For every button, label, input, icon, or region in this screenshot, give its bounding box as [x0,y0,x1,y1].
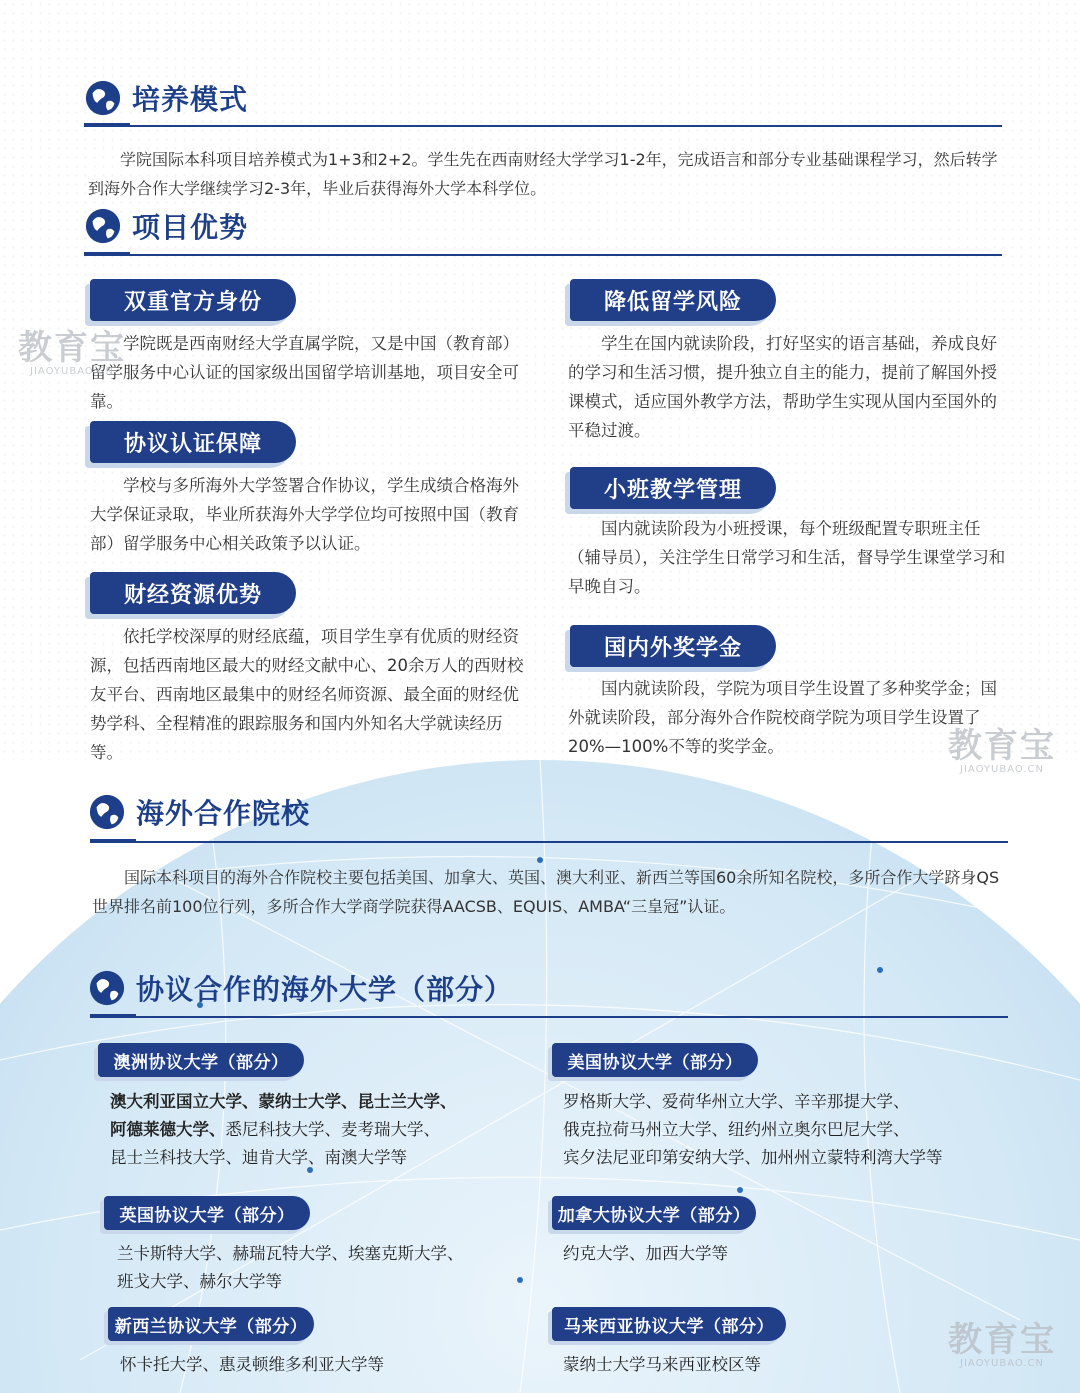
section-divider [84,254,1002,256]
label-canada: 加拿大协议大学（部分） [552,1196,756,1230]
label-finance-resources: 财经资源优势 [90,572,296,614]
small-class-paragraph: 国内就读阶段为小班授课，每个班级配置专职班主任（辅导员），关注学生日常学习和生活，督导学生课堂学习和早晚自习。 [568,519,1006,596]
section-title-agreements [88,968,513,1008]
canada-universities: 约克大学、加西大学等 [563,1244,728,1263]
australia-universities-bold: 澳大利亚国立大学、蒙纳士大学、昆士兰大学、 阿德莱德大学、 [110,1092,457,1139]
label-malaysia: 马来西亚协议大学（部分） [552,1307,786,1341]
label-usa: 美国协议大学（部分） [552,1043,758,1077]
section-title-text: 协议合作的海外大学（部分） [136,973,514,1006]
reduce-risk-paragraph: 学生在国内就读阶段，打好坚实的语言基础，养成良好的学习和生活习惯，提升独立自主的能力，提前了解国外授课模式，适应国外教学方法，帮助学生实现从国内至国外的平稳过渡。 [568,334,997,440]
section-title-partners [88,792,310,832]
label-uk: 英国协议大学（部分） [104,1196,310,1230]
watermark-right: 教育宝 JIAOYUBAO.CN [948,726,1056,775]
watermark-bottom-right: 教育宝 JIAOYUBAO.CN [948,1320,1056,1369]
section-title-text: 项目优势 [132,211,249,244]
label-scholarship: 国内外奖学金 [570,625,776,667]
label-dual-identity: 双重官方身份 [90,279,296,321]
australia-universities-regular: 悉尼科技大学、麦考瑞大学、 昆士兰科技大学、迪肯大学、南澳大学等 [110,1120,440,1167]
globe-icon [88,969,126,1007]
label-agreement-guarantee: 协议认证保障 [90,421,296,463]
agreement-guarantee-paragraph: 学校与多所海外大学签署合作协议，学生成绩合格海外大学保证录取，毕业所获海外大学学位均可按照中国（教育部）留学服务中心相关政策予以认证。 [90,476,519,553]
malaysia-universities: 蒙纳士大学马来西亚校区等 [563,1355,761,1374]
globe-icon [84,207,122,245]
section-title-text: 海外合作院校 [136,797,311,830]
partners-paragraph: 国际本科项目的海外合作院校主要包括美国、加拿大、英国、澳大利亚、新西兰等国60余所知名院校，多所合作大学跻身QS世界排名前100位行列，多所合作大学商学院获得AACSB、EQUIS、AMBA“三皇冠”认证。 [92,868,1000,916]
australia-universities [110,1088,530,1172]
label-australia: 澳洲协议大学（部分） [98,1043,304,1077]
section-title-training [84,78,248,118]
section-divider [84,125,1002,127]
section-title-text: 培养模式 [132,83,249,116]
usa-universities: 罗格斯大学、爱荷华州立大学、辛辛那提大学、 俄克拉荷马州立大学、纽约州立奥尔巴尼大学、 宾夕法尼亚印第安纳大学、加州州立蒙特利湾大学等 [563,1092,943,1167]
globe-icon [84,79,122,117]
label-reduce-risk: 降低留学风险 [570,279,776,321]
new-zealand-universities: 怀卡托大学、惠灵顿维多利亚大学等 [120,1355,384,1374]
section-divider [90,1016,1008,1018]
watermark-left: 教育宝 JIAOYUBAO.CN [18,328,126,377]
finance-resources-paragraph: 依托学校深厚的财经底蕴，项目学生享有优质的财经资源，包括西南地区最大的财经文献中心、20余万人的西财校友平台、西南地区最集中的财经名师资源、最全面的财经优势学科、全程精准的跟踪服务和国内外知名大学就读经历等。 [90,627,524,762]
globe-icon [88,793,126,831]
scholarship-paragraph: 国内就读阶段，学院为项目学生设置了多种奖学金；国外就读阶段，部分海外合作院校商学院为项目学生设置了20%—100%不等的奖学金。 [568,679,997,756]
label-small-class: 小班教学管理 [570,467,776,509]
section-title-advantages [84,206,248,246]
uk-universities: 兰卡斯特大学、赫瑞瓦特大学、埃塞克斯大学、 班戈大学、赫尔大学等 [117,1244,464,1291]
section-divider [90,841,1008,843]
label-new-zealand: 新西兰协议大学（部分） [108,1307,314,1341]
training-paragraph: 学院国际本科项目培养模式为1+3和2+2。学生先在西南财经大学学习1-2年，完成语言和部分专业基础课程学习，然后转学到海外合作大学继续学习2-3年，毕业后获得海外大学本科学位。 [88,150,998,198]
dual-identity-paragraph: 学院既是西南财经大学直属学院，又是中国（教育部）留学服务中心认证的国家级出国留学培训基地，项目安全可靠。 [90,334,519,411]
